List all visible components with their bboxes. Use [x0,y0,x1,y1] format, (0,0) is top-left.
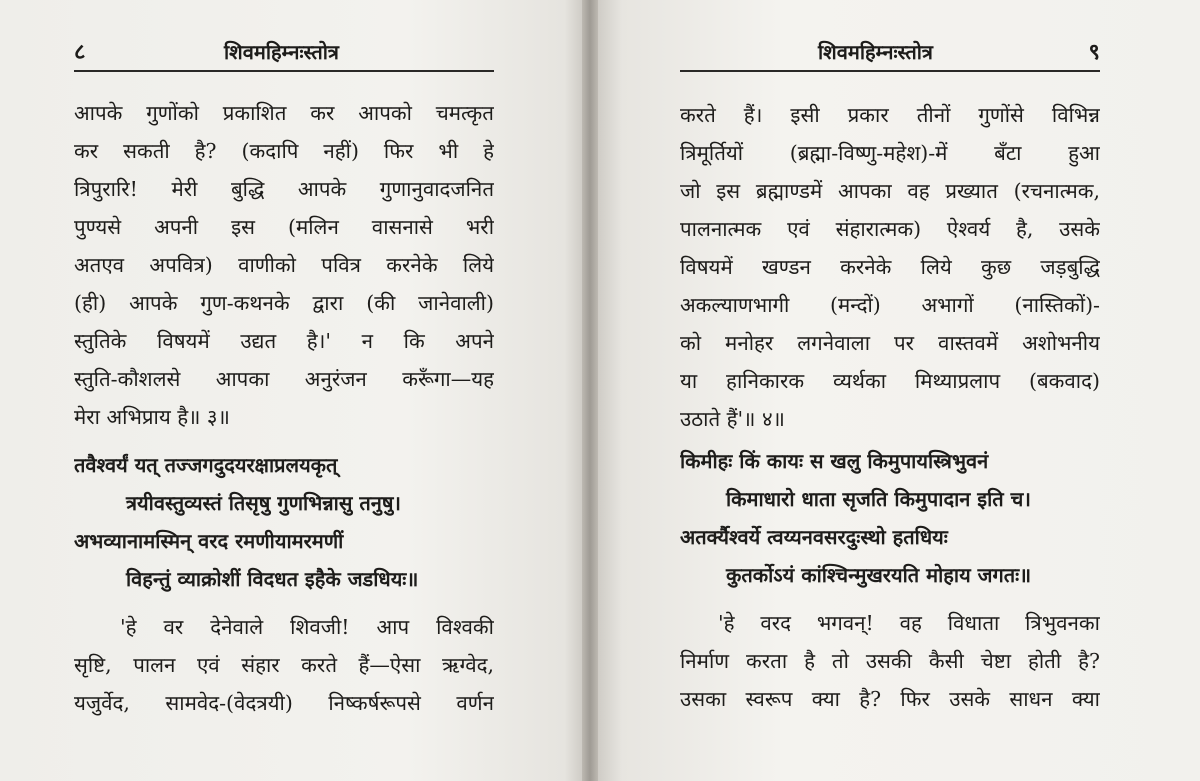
verse-line: विहन्तुं व्याक्रोशीं विदधत इहैके जडधियः॥ [126,567,419,591]
verse-line: कुतर्कोऽयं कांश्चिन्मुखरयति मोहाय जगतः॥ [726,563,1032,587]
prose-line: को मनोहर लगनेवाला पर वास्तवमें अशोभनीय [680,331,1100,355]
verse-line: किमीहः किं कायः स खलु किमुपायस्त्रिभुवनं [680,449,989,473]
prose-line: निर्माण करता है तो उसकी कैसी चेष्टा होती है? [680,649,1100,673]
prose-line: 'हे वर देनेवाले शिवजी! आप विश्वकी [120,615,494,639]
right-page-number: ९ [1088,39,1100,65]
prose-line: अकल्याणभागी (मन्दों) अभागों (नास्तिकों)- [680,293,1100,317]
prose-line: यजुर्वेद, सामवेद-(वेदत्रयी) निष्कर्षरूपसे वर्णन [74,691,494,715]
left-page-header [74,36,494,72]
prose-line: त्रिमूर्तियों (ब्रह्मा-विष्णु-महेश)-में बँटा हुआ [680,141,1100,165]
prose-line: त्रिपुरारि! मेरी बुद्धि आपके गुणानुवादजनित [74,177,494,201]
prose-line: मेरा अभिप्राय है॥ ३॥ [74,405,230,429]
book-gutter [582,0,598,781]
prose-line: स्तुतिके विषयमें उद्यत है।' न कि अपने [74,329,494,353]
prose-line: या हानिकारक व्यर्थका मिथ्याप्रलाप (बकवाद) [680,369,1100,393]
prose-line: उठाते हैं'॥ ४॥ [680,407,785,431]
prose-line: कर सकती है? (कदापि नहीं) फिर भी हे [74,139,494,163]
left-page-number: ८ [74,39,86,65]
prose-line: पालनात्मक एवं संहारात्मक) ऐश्वर्य है, उसके [680,217,1100,241]
prose-line: आपके गुणोंको प्रकाशित कर आपको चमत्कृत [74,101,494,125]
prose-line: अतएव अपवित्र) वाणीको पवित्र करनेके लिये [74,253,494,277]
left-page-body [74,94,494,722]
left-header-title: शिवमहिम्नःस्तोत्र [224,40,339,64]
prose-line: 'हे वरद भगवन्! वह विधाता त्रिभुवनका [718,611,1100,635]
right-header-title: शिवमहिम्नःस्तोत्र [818,40,933,64]
right-page [598,0,1200,781]
verse-line: अभव्यानामस्मिन् वरद रमणीयामरमणीं [74,529,344,553]
prose-line: (ही) आपके गुण-कथनके द्वारा (की जानेवाली) [74,291,494,315]
right-page-header [680,36,1100,72]
left-page [0,0,582,781]
verse-line: तवैश्वर्यं यत् तज्जगदुदयरक्षाप्रलयकृत् [74,453,338,477]
prose-line: विषयमें खण्डन करनेके लिये कुछ जड़बुद्धि [680,255,1100,279]
prose-line: जो इस ब्रह्माण्डमें आपका वह प्रख्यात (रचनात्मक, [680,179,1100,203]
verse-line: अतर्क्यैश्वर्ये त्वय्यनवसरदुःस्थो हतधियः [680,525,948,549]
prose-line: पुण्यसे अपनी इस (मलिन वासनासे भरी [74,215,494,239]
right-page-body [680,96,1100,718]
verse-line: किमाधारो धाता सृजति किमुपादान इति च। [726,487,1031,511]
verse-line: त्रयीवस्तुव्यस्तं तिसृषु गुणभिन्नासु तनुषु। [126,491,401,515]
prose-line: करते हैं। इसी प्रकार तीनों गुणोंसे विभिन्न [680,103,1100,127]
prose-line: सृष्टि, पालन एवं संहार करते हैं—ऐसा ऋग्वेद, [74,653,494,677]
prose-line: उसका स्वरूप क्या है? फिर उसके साधन क्या [680,687,1100,711]
prose-line: स्तुति-कौशलसे आपका अनुरंजन करूँगा—यह [74,367,494,391]
